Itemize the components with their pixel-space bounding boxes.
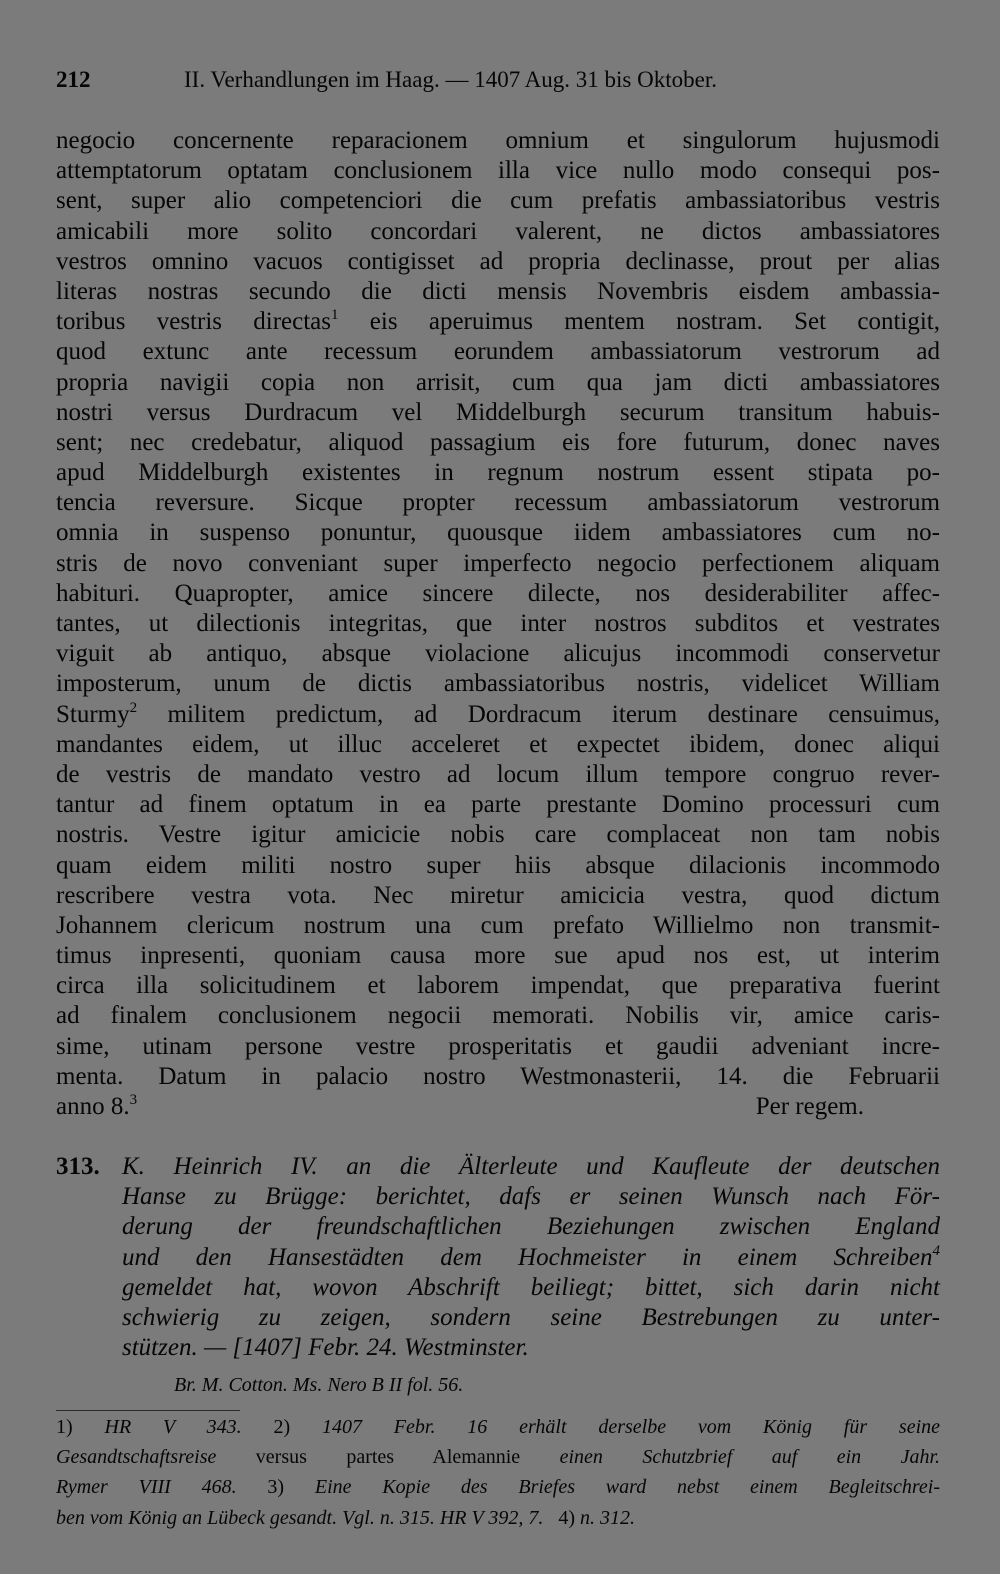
- body-line: quod extunc ante recessum eorundem ambassiatorum vestrorum ad: [56, 338, 940, 366]
- letter-body: [56, 126, 940, 1122]
- body-line: nostri versus Durdracum vel Middelburgh securum transitum habuis-: [56, 398, 940, 426]
- footnote-text: einen Schutzbrief auf ein Jahr.: [559, 1446, 941, 1469]
- footnotes: [56, 1414, 940, 1535]
- entry-line: derung der freundschaftlichen Beziehungen zwischen England: [122, 1213, 940, 1241]
- text-segment: eis aperuimus mentem nostram. Set contigit,: [369, 308, 940, 336]
- footnote-line: [56, 1444, 940, 1474]
- per-regem: Per regem.: [755, 1093, 864, 1120]
- body-line: stris de novo conveniant super imperfecto negocio perfectionem aliquam: [56, 549, 940, 577]
- footnote-mark: 2: [129, 699, 138, 716]
- body-line: amicabili more solito concordari valerent, ne dictos ambassiatores: [56, 217, 940, 245]
- body-line: vestros omnino vacuos contigisset ad propria declinasse, prout per alias: [56, 247, 940, 275]
- footnote-mark: 4: [932, 1242, 940, 1259]
- body-line: Johannem clericum nostrum una cum prefato Willielmo non transmit-: [56, 911, 940, 939]
- body-line: quam eidem militi nostro super hiis absque dilacionis incommodo: [56, 851, 940, 879]
- body-line: tantur ad finem optatum in ea parte prestante Domino processuri cum: [56, 791, 940, 819]
- footnote-text: HR V 343.: [104, 1416, 242, 1438]
- entry-line: Hanse zu Brügge: berichtet, dafs er seinen Wunsch nach För-: [122, 1183, 940, 1211]
- text-segment: militem predictum, ad Dordracum iterum destinare censuimus,: [167, 700, 941, 728]
- footnote-number: 3): [267, 1476, 285, 1499]
- body-line: sime, utinam persone vestre prosperitatis et gaudii adveniant incre-: [56, 1032, 940, 1060]
- text-segment: anno 8.: [56, 1093, 130, 1120]
- footnote-number: 1): [56, 1416, 73, 1438]
- body-line: literas nostras secundo die dicti mensis Novembris eisdem ambassia-: [56, 277, 940, 305]
- body-line: [56, 307, 940, 337]
- footnote-number: 4): [558, 1506, 576, 1529]
- body-line: habituri. Quapropter, amice sincere dilecte, nos desiderabiliter affec-: [56, 579, 940, 607]
- entry-line: K. Heinrich IV. an die Älterleute und Kaufleute der deutschen: [122, 1153, 940, 1180]
- footnote-text: 1407 Febr. 16 erhält derselbe vom König für seine: [321, 1416, 941, 1438]
- body-line: imposterum, unum de dictis ambassiatoribus nostris, videlicet William: [56, 670, 940, 698]
- body-line: propria navigii copia non arrisit, cum qua jam dicti ambassiatores: [56, 368, 940, 396]
- footnote-rule: [56, 1410, 240, 1411]
- footnote-text: versus partes Alemannie: [255, 1446, 521, 1469]
- body-line: omnia in suspenso ponuntur, quousque iidem ambassiatores cum no-: [56, 519, 940, 547]
- running-head: [56, 62, 942, 98]
- page-number: 212: [56, 67, 91, 92]
- footnote-text: n. 312.: [580, 1506, 636, 1529]
- footnote-line: [56, 1474, 940, 1504]
- entry-line: [122, 1243, 940, 1273]
- body-line: viguit ab antiquo, absque violacione alicujus incommodi conservetur: [56, 640, 940, 668]
- body-line: rescribere vestra vota. Nec miretur amicicia vestra, quod dictum: [56, 881, 940, 909]
- body-line: circa illa solicitudinem et laborem impendat, que preparativa fuerint: [56, 972, 940, 1000]
- body-line: negocio concernente reparacionem omnium et singulorum hujusmodi: [56, 127, 940, 154]
- entry-summary: [122, 1152, 940, 1363]
- entry-line: stützen. — [1407] Febr. 24. Westminster.: [122, 1334, 529, 1362]
- body-line: timus inpresenti, quoniam causa more sue apud nos est, ut interim: [56, 942, 940, 970]
- body-line: tantes, ut dilectionis integritas, que inter nostros subditos et vestrates: [56, 610, 940, 637]
- body-line: tencia reversure. Sicque propter recessum ambassiatorum vestrorum: [56, 489, 940, 517]
- body-line: [56, 700, 940, 730]
- footnote-line: [56, 1414, 940, 1444]
- source-reference: Br. M. Cotton. Ms. Nero B II fol. 56.: [174, 1374, 464, 1396]
- footnote-mark: 3: [129, 1092, 138, 1108]
- footnote-text: ben vom König an Lübeck gesandt. Vgl. n. 315. HR V 392, 7.: [56, 1506, 544, 1529]
- body-line: menta. Datum in palacio nostro Westmonasterii, 14. die Februarii: [56, 1062, 940, 1090]
- body-line-closing: [56, 1092, 940, 1122]
- footnote-mark: 1: [331, 307, 339, 324]
- footnote-text: Gesandtschaftsreise: [56, 1446, 217, 1469]
- body-line: attemptatorum optatam conclusionem illa vice nullo modo consequi pos-: [56, 157, 940, 185]
- body-line: nostris. Vestre igitur amicicie nobis care complaceat non tam nobis: [56, 821, 940, 849]
- running-title: II. Verhandlungen im Haag. — 1407 Aug. 31 bis Oktober.: [184, 67, 717, 92]
- entry-line: schwierig zu zeigen, sondern seine Bestrebungen zu unter-: [122, 1303, 940, 1331]
- body-line: apud Middelburgh existentes in regnum nostrum essent stipata po-: [56, 459, 940, 487]
- text-segment: toribus vestris directas: [56, 308, 332, 336]
- regest-entry: [56, 1152, 940, 1396]
- entry-number: 313.: [56, 1153, 100, 1180]
- body-line: ad finalem conclusionem negocii memorati. Nobilis vir, amice caris-: [56, 1002, 940, 1030]
- entry-line: gemeldet hat, wovon Abschrift beiliegt; bittet, sich darin nicht: [122, 1273, 940, 1301]
- footnote-number: 2): [273, 1416, 291, 1438]
- footnote-text: Eine Kopie des Briefes ward nebst einem Begleitschrei-: [314, 1476, 940, 1499]
- body-line: de vestris de mandato vestro ad locum illum tempore congruo rever-: [56, 760, 940, 788]
- footnote-text: Rymer VIII 468.: [56, 1476, 237, 1499]
- body-line: sent; nec credebatur, aliquod passagium eis fore futurum, donec naves: [56, 428, 940, 456]
- body-line: sent, super alio competenciori die cum prefatis ambassiatoribus vestris: [56, 187, 940, 215]
- footnote-line: [56, 1505, 940, 1535]
- body-line: mandantes eidem, ut illuc acceleret et expectet ibidem, donec aliqui: [56, 730, 940, 758]
- text-segment: Sturmy: [56, 700, 130, 728]
- text-segment: und den Hansestädten dem Hochmeister in einem Schreiben: [122, 1243, 933, 1271]
